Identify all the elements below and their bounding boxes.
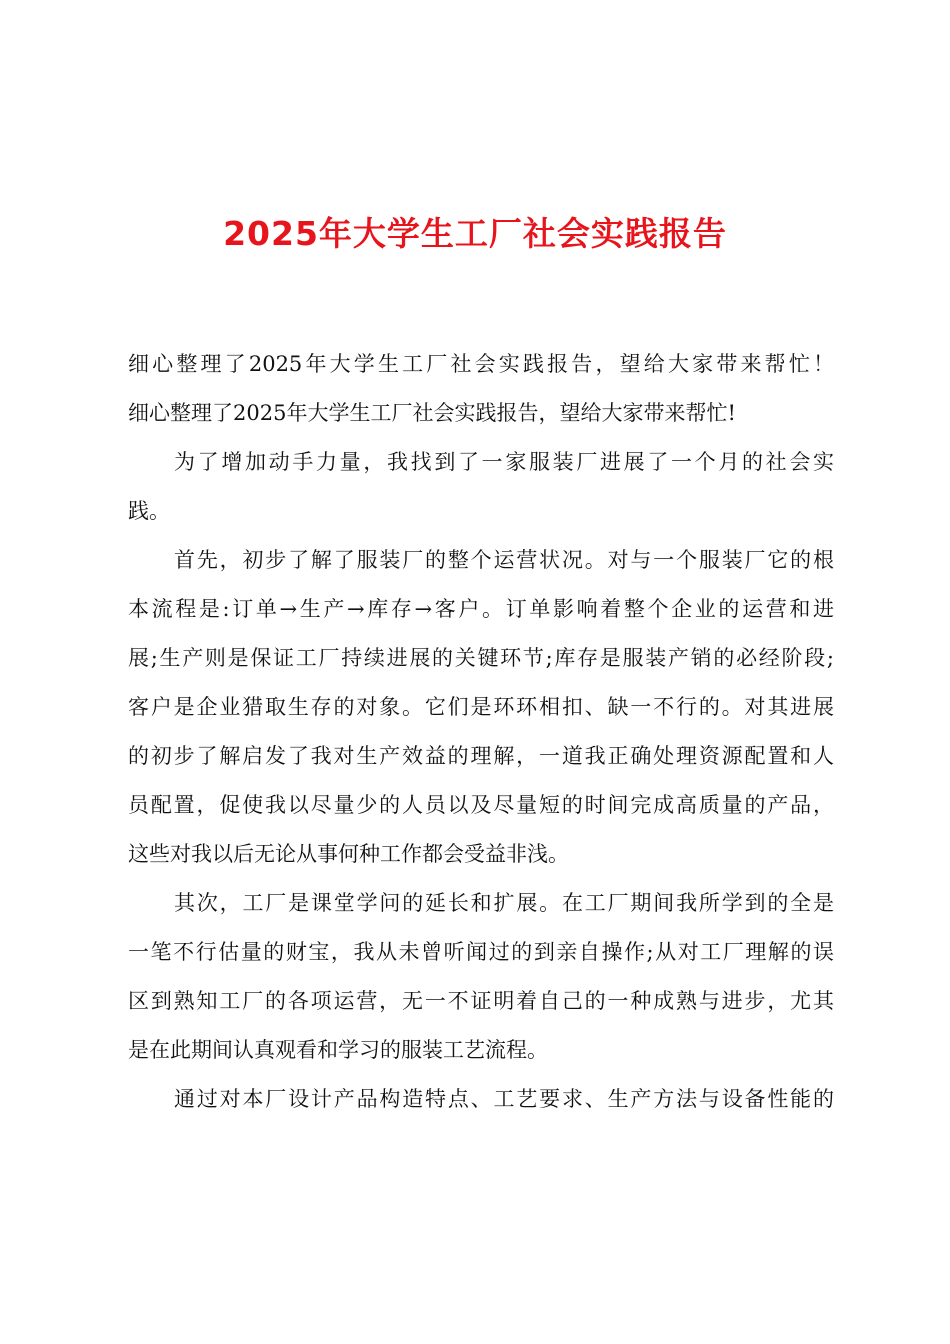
paragraph-2-line-1: 首先，初步了解了服装厂的整个运营状况。对与一个服装厂它的根 — [174, 548, 834, 572]
paragraph-1-line-2: 践。 — [128, 499, 170, 523]
document-title: 2025年大学生工厂社会实践报告 — [223, 214, 727, 253]
paragraph-3-line-1: 其次，工厂是课堂学问的延长和扩展。在工厂期间我所学到的全是 — [174, 891, 834, 915]
paragraph-2-line-6: 员配置，促使我以尽量少的人员以及尽量短的时间完成高质量的产品， — [128, 793, 834, 817]
paragraph-3-line-4: 是在此期间认真观看和学习的服装工艺流程。 — [128, 1038, 548, 1062]
intro-line-2: 细心整理了2025年大学生工厂社会实践报告，望给大家带来帮忙! — [128, 401, 736, 425]
paragraph-2-line-3: 展;生产则是保证工厂持续进展的关键环节;库存是服装产销的必经阶段; — [128, 646, 834, 670]
document-body — [128, 340, 834, 1124]
paragraph-2-line-2: 本流程是:订单→生产→库存→客户。订单影响着整个企业的运营和进 — [128, 597, 834, 621]
paragraph-3-line-2: 一笔不行估量的财宝，我从未曾听闻过的到亲自操作;从对工厂理解的误 — [128, 940, 834, 964]
paragraph-2-line-5: 的初步了解启发了我对生产效益的理解，一道我正确处理资源配置和人 — [128, 744, 834, 768]
paragraph-2-line-4: 客户是企业猎取生存的对象。它们是环环相扣、缺一不行的。对其进展 — [128, 695, 834, 719]
paragraph-4-line-1: 通过对本厂设计产品构造特点、工艺要求、生产方法与设备性能的 — [174, 1087, 834, 1111]
paragraph-2-line-7: 这些对我以后无论从事何种工作都会受益非浅。 — [128, 842, 569, 866]
paragraph-3-line-3: 区到熟知工厂的各项运营，无一不证明着自己的一种成熟与进步，尤其 — [128, 989, 834, 1013]
intro-line-1: 细心整理了2025年大学生工厂社会实践报告，望给大家带来帮忙！ — [128, 352, 834, 376]
paragraph-1-line-1: 为了增加动手力量，我找到了一家服装厂进展了一个月的社会实 — [174, 450, 834, 474]
